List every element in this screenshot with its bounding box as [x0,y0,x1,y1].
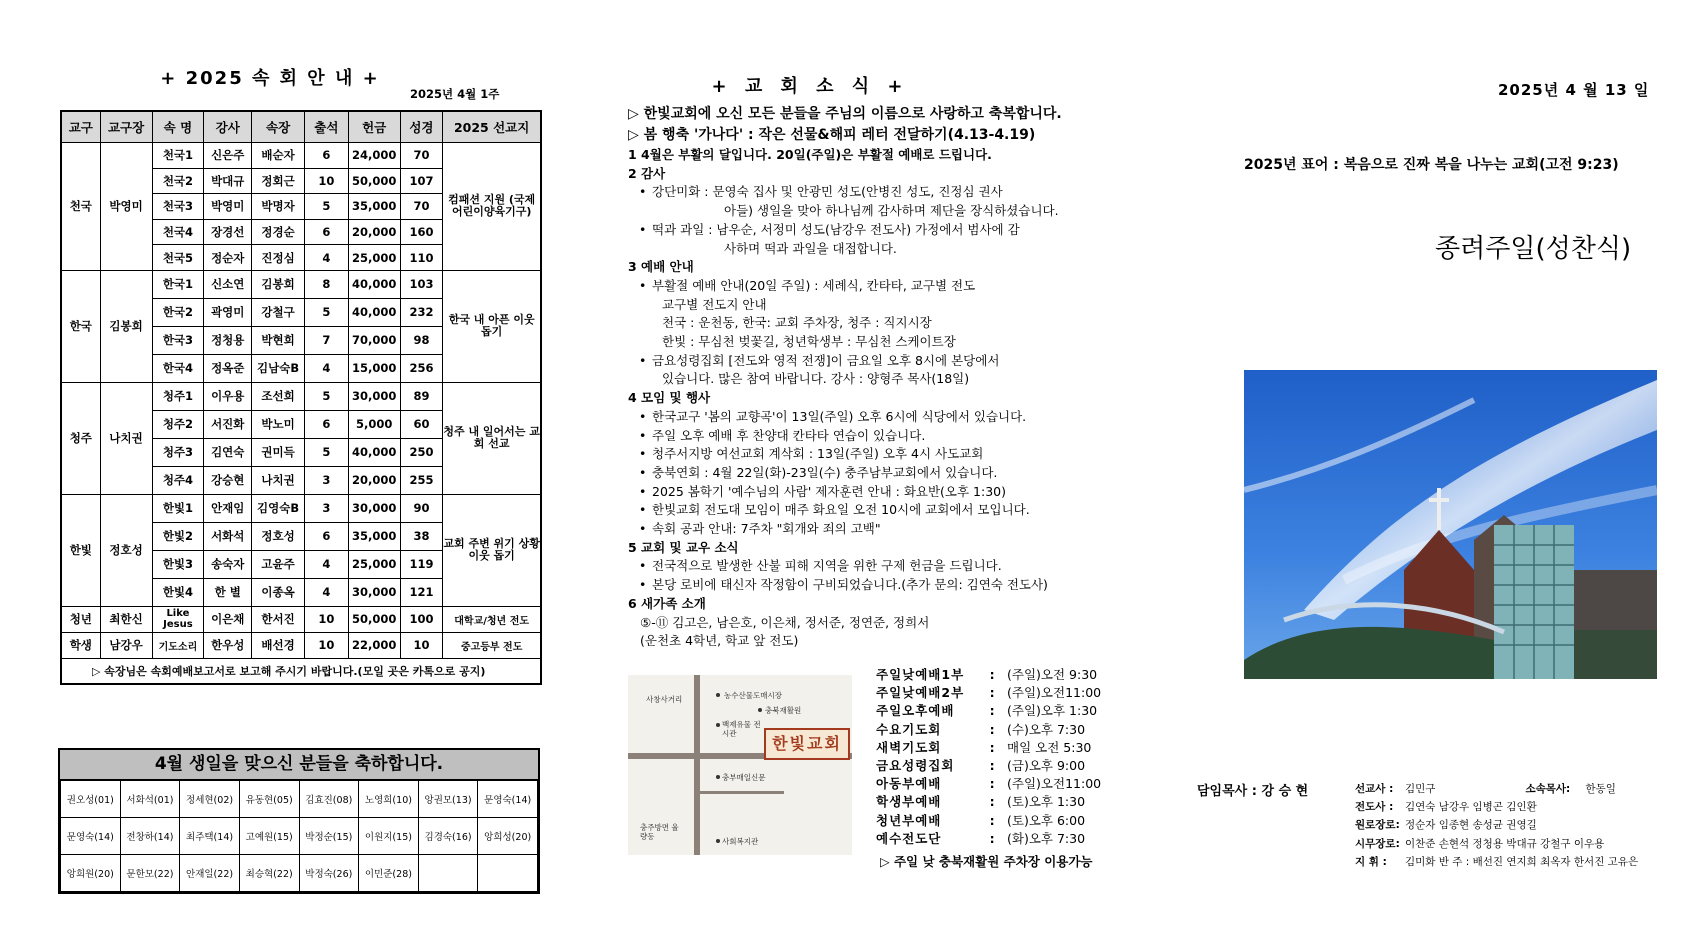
cell-name: 한빛2 [152,522,204,550]
schedule-name: 아동부예배 [876,776,942,792]
offering-cell: 50,000 [348,606,400,632]
cell-name: 천국5 [152,245,204,271]
teacher-cell: 이우용 [204,382,252,410]
meeting-week: 2025년 4월 1주 [410,87,500,101]
schedule-name: 새벽기도회 [876,739,942,755]
birthday-cell: 이원지(15) [359,818,419,855]
teacher-cell: 신소연 [204,270,252,298]
bible-cell: 250 [400,438,443,466]
schedule-colon: : [989,830,995,846]
bible-cell: 110 [400,245,443,271]
bible-cell: 119 [400,550,443,578]
news-friday-cont: 있습니다. 많은 참여 바랍니다. 강사 : 양형주 목사(18일) [662,371,970,387]
mission-cell: 컴패션 지원 (국제어린이양육기구) [443,143,541,271]
offering-cell: 30,000 [348,494,400,522]
district-cell: 청주 [61,382,100,494]
district-leader-cell: 김봉희 [100,270,152,382]
teacher-cell: 한우성 [204,632,252,658]
cell-leader-cell: 고윤주 [252,550,305,578]
cell-leader-cell: 나치권 [252,466,305,494]
cell-name: 한국4 [152,354,204,382]
schedule-time: (주일)오전11:00 [1007,776,1102,792]
map-label-market: 농수산물도매시장 [724,691,782,700]
news-member-item: • 전국적으로 발생한 산불 피해 지역을 위한 구제 헌금을 드립니다. [628,557,1128,576]
news-event-item: • 충북연회 : 4월 22일(화)-23일(수) 충주남부교회에서 있습니다. [628,464,1128,483]
map-label-newspaper: 충부매일신문 [722,773,766,782]
teacher-cell: 정순자 [204,245,252,271]
teacher-cell: 신은주 [204,143,252,169]
note-row [61,658,541,684]
teacher-cell: 곽영미 [204,298,252,326]
header-cell-name: 속 명 [152,111,204,143]
teacher-cell: 강승현 [204,466,252,494]
schedule-row [876,830,1136,848]
birthday-cell: 앙희원(20) [61,855,121,892]
table-row [61,143,541,169]
news-newcomers: ⑤-⑪ 김고은, 남은호, 이은채, 정서준, 정연준, 정희서 [640,614,930,630]
staff-role: 원로장로: [1355,819,1400,832]
offering-cell: 40,000 [348,298,400,326]
birthday-cell: 앙권모(13) [418,781,478,818]
cell-leader-cell: 이종옥 [252,578,305,606]
attendance-cell: 4 [305,354,349,382]
leader-cell: 남강우 [100,632,152,658]
staff-role: 소속목사: [1525,783,1571,795]
schedule-row [876,775,1136,793]
bible-cell: 100 [400,606,443,632]
staff-role: 선교사 : [1355,783,1394,795]
news-thanks-altar-cont: 아들) 생일을 맞아 하나님께 감사하며 제단을 장식하셨습니다. [724,203,1059,219]
news-event-item: • 2025 봄학기 '예수님의 사람' 제자훈련 안내 : 화요반(오후 1:30) [628,483,1128,502]
cell-leader-cell: 진정심 [252,245,305,271]
cell-name: 한빛3 [152,550,204,578]
cell-leader-cell: 김영숙B [252,494,305,522]
mission-cell: 한국 내 아픈 이웃 돕기 [443,270,541,382]
mission-cell: 대학교/청년 전도 [443,606,541,632]
birthday-grid [60,780,538,892]
birthday-cell: 유동현(05) [239,781,299,818]
bible-cell: 256 [400,354,443,382]
church-news [628,104,1128,651]
birthday-cell: 김효진(08) [299,781,359,818]
offering-cell: 5,000 [348,410,400,438]
staff-names: 한동일 [1585,783,1616,795]
staff-role: 지 휘 : [1355,855,1387,868]
header-district: 교구 [61,111,100,143]
birthday-cell: 앙희성(20) [478,818,538,855]
teacher-cell: 이은채 [204,606,252,632]
schedule-row [876,739,1136,757]
table-row [61,270,541,298]
map-dot [716,839,720,843]
birthday-cell: 전창하(14) [120,818,180,855]
mission-cell: 교회 주변 위기 상황 이웃 돕기 [443,494,541,606]
bulletin-date: 2025년 4 월 13 일 [1498,81,1650,99]
offering-cell: 24,000 [348,143,400,169]
schedule-colon: : [989,703,995,719]
map-road-vertical [694,675,700,855]
name-cell: 기도소리 [152,632,204,658]
attendance-cell: 5 [305,438,349,466]
teacher-cell: 정청용 [204,326,252,354]
staff-names: 김미화 반 주 : 배선진 연지희 최옥자 한서진 고유은 [1405,855,1639,868]
cell-name: 청주2 [152,410,204,438]
cell-name: 천국4 [152,219,204,245]
news-section-6: 6 새가족 소개 [628,595,706,611]
news-event-item: • 청주서지방 여선교회 계삭회 : 13일(주일) 오후 4시 사도교회 [628,445,1128,464]
schedule-name: 주일낮예배1부 [876,667,965,682]
teacher-cell: 한 별 [204,578,252,606]
staff-row [1355,835,1675,853]
leader-note: ▷ 속장님은 속회예배보고서로 보고해 주시기 바랍니다.(모일 곳은 카톡으로 공지) [61,658,541,684]
schedule-name: 금요성령집회 [876,757,955,773]
worship-schedule [876,666,1136,848]
birthday-title: 4월 생일을 맞으신 분들을 축하합니다. [60,750,538,780]
cell-name: 한국3 [152,326,204,354]
bible-cell: 160 [400,219,443,245]
cell-leader-cell: 정회근 [252,168,305,194]
teacher-cell: 정옥준 [204,354,252,382]
map-dot [716,775,720,779]
news-section-5: 5 교회 및 교우 소식 [628,539,739,555]
attendance-cell: 3 [305,494,349,522]
birthday-row [61,855,538,892]
news-event-item: • 한빛교회 전도대 모임이 매주 화요일 오전 10시에 교회에서 모입니다. [628,501,1128,520]
news-section-4: 4 모임 및 행사 [628,390,711,406]
schedule-time: (주일)오후 1:30 [1007,703,1098,719]
teacher-cell: 안재임 [204,494,252,522]
schedule-row [876,812,1136,830]
schedule-time: (토)오후 6:00 [1007,812,1086,828]
staff-row [1355,780,1675,798]
offering-cell: 20,000 [348,466,400,494]
cell-name: 청주4 [152,466,204,494]
birthday-row [61,818,538,855]
offering-cell: 20,000 [348,219,400,245]
map-church-sign: 한빛교회 [764,728,850,760]
cell-leader-cell: 한서진 [252,606,305,632]
schedule-colon: : [989,757,995,773]
birthday-cell: 최주택(14) [180,818,240,855]
offering-cell: 70,000 [348,326,400,354]
attendance-cell: 6 [305,410,349,438]
staff-names: 정순자 임종현 송성균 권영길 [1405,819,1537,832]
offering-cell: 15,000 [348,354,400,382]
cell-name: 청주1 [152,382,204,410]
offering-cell: 25,000 [348,550,400,578]
schedule-colon: : [989,721,995,737]
teacher-cell: 송숙자 [204,550,252,578]
map-dot [716,693,720,697]
staff-names: 이찬준 손현석 정청용 박대규 강철구 이우용 [1405,837,1605,850]
attendance-cell: 6 [305,522,349,550]
header-cell-leader: 속장 [252,111,305,143]
bible-cell: 255 [400,466,443,494]
schedule-row [876,684,1136,702]
schedule-time: (수)오후 7:30 [1007,721,1086,737]
cell-name: 천국2 [152,168,204,194]
bible-cell: 121 [400,578,443,606]
birthday-cell: 문한모(22) [120,855,180,892]
bible-cell: 70 [400,194,443,220]
church-photo-image [1244,370,1657,679]
cell-leader-cell: 박노미 [252,410,305,438]
map-label-rehab: 충북재활원 [765,706,802,715]
news-events-list [628,408,1128,539]
district-cell: 한국 [61,270,100,382]
name-cell: Like Jesus [152,606,204,632]
cell-leader-cell: 권미득 [252,438,305,466]
news-headline-1: ▷ 한빛교회에 오신 모든 분들을 주님의 이름으로 사랑하고 축복합니다. [628,106,1062,122]
table-row [61,382,541,410]
schedule-name: 주일낮예배2부 [876,685,965,701]
year-motto: 2025년 표어 : 복음으로 진짜 복을 나누는 교회(고전 9:23) [1244,157,1619,173]
birthday-cell: 이민준(28) [359,855,419,892]
birthday-cell [478,855,538,892]
news-event-item: • 속회 공과 안내: 7주차 "회개와 죄의 고백" [628,520,1128,539]
bible-cell: 70 [400,143,443,169]
cell-leader-cell: 정호성 [252,522,305,550]
bible-cell: 103 [400,270,443,298]
header-district-leader: 교구장 [100,111,152,143]
staff-list [1355,780,1675,871]
cell-name: 천국1 [152,143,204,169]
staff-row [1355,798,1675,816]
schedule-colon: : [989,685,995,701]
mission-cell: 중고등부 전도 [443,632,541,658]
leader-cell: 최한신 [100,606,152,632]
teacher-cell: 박대규 [204,168,252,194]
offering-cell: 25,000 [348,245,400,271]
attendance-cell: 10 [305,632,349,658]
news-title: + 교 회 소 식 + [711,76,909,97]
district-cell: 학생 [61,632,100,658]
birthday-cell: 문영숙(14) [478,781,538,818]
teacher-cell: 장경선 [204,219,252,245]
attendance-cell: 10 [305,168,349,194]
offering-cell: 35,000 [348,522,400,550]
birthday-cell: 서화석(01) [120,781,180,818]
attendance-cell: 4 [305,245,349,271]
schedule-name: 예수전도단 [876,830,942,846]
birthday-cell: 박정순(15) [299,818,359,855]
bible-cell: 98 [400,326,443,354]
district-cell: 천국 [61,143,100,271]
cell-leader-cell: 김남숙B [252,354,305,382]
birthday-cell: 문영숙(14) [61,818,121,855]
news-section-1: 1 4월은 부활의 달입니다. 20일(주일)은 부활절 예배로 드립니다. [628,147,992,162]
church-map [628,675,852,855]
news-thanks-food-cont: 사하며 떡과 과일을 대접합니다. [724,240,897,256]
district-cell: 한빛 [61,494,100,606]
table-row [61,494,541,522]
map-label-welfare: 사회복지관 [722,837,759,846]
cell-name: 한빛1 [152,494,204,522]
table-row [61,606,541,632]
map-dot [758,708,762,712]
schedule-row [876,757,1136,775]
header-mission: 2025 선교지 [443,111,541,143]
district-leader-cell: 나치권 [100,382,152,494]
schedule-name: 수요기도회 [876,721,942,737]
schedule-time: (주일)오전 9:30 [1007,667,1098,682]
news-easter-cont-2: 천국 : 운천동, 한국: 교회 주차장, 청주 : 직지시장 [662,315,932,331]
teacher-cell: 서화석 [204,522,252,550]
map-label-museum: 백제유물 전시관 [722,720,761,738]
attendance-cell: 8 [305,270,349,298]
church-photo [1244,370,1657,679]
bible-cell: 38 [400,522,443,550]
birthday-cell: 박정숙(26) [299,855,359,892]
staff-names: 김민구 [1405,783,1436,795]
attendance-cell: 10 [305,606,349,632]
offering-cell: 22,000 [348,632,400,658]
offering-cell: 30,000 [348,578,400,606]
birthday-cell: 고예원(15) [239,818,299,855]
teacher-cell: 박영미 [204,194,252,220]
news-easter-cont-1: 교구별 전도지 안내 [662,296,767,312]
schedule-colon: : [989,739,995,755]
attendance-cell: 5 [305,382,349,410]
news-thanks-food: • 떡과 과일 : 남우순, 서정미 성도(남강우 전도사) 가정에서 범사에 감 [628,221,1128,240]
schedule-time: (화)오후 7:30 [1007,830,1086,846]
cell-leader-cell: 강철구 [252,298,305,326]
header-teacher: 강사 [204,111,252,143]
schedule-time: 매일 오전 5:30 [1007,739,1092,755]
meeting-table [60,110,542,685]
news-members-list [628,557,1128,594]
district-cell: 청년 [61,606,100,632]
schedule-row [876,666,1136,684]
senior-pastor: 담임목사 : 강 승 현 [1197,784,1309,799]
cell-leader-cell: 박명자 [252,194,305,220]
schedule-row [876,793,1136,811]
news-headline-2: ▷ 봄 행축 '가나다' : 작은 선물&해피 레터 전달하기(4.13-4.19) [628,127,1036,143]
news-event-item: • 한국교구 '봄의 교향곡'이 13일(주일) 오후 6시에 식당에서 있습니다. [628,408,1128,427]
staff-role: 전도사 : [1355,801,1394,814]
map-road-side [700,791,784,794]
staff-row [1355,816,1675,834]
cell-leader-cell: 김봉희 [252,270,305,298]
staff-row [1355,853,1675,871]
map-dot [716,723,720,727]
attendance-cell: 6 [305,219,349,245]
cell-name: 한국2 [152,298,204,326]
offering-cell: 50,000 [348,168,400,194]
bible-cell: 232 [400,298,443,326]
birthday-cell: 정세현(02) [180,781,240,818]
birthday-row [61,781,538,818]
staff-names: 김연숙 남강우 임병곤 김인환 [1405,801,1537,814]
birthday-cell: 안재일(22) [180,855,240,892]
offering-cell: 40,000 [348,270,400,298]
attendance-cell: 4 [305,550,349,578]
cell-name: 한국1 [152,270,204,298]
offering-cell: 40,000 [348,438,400,466]
teacher-cell: 김연숙 [204,438,252,466]
news-easter-cont-3: 한빛 : 무심천 벚꽃길, 청년학생부 : 무심천 스케이트장 [662,334,956,350]
table-header-row [61,111,541,143]
offering-cell: 30,000 [348,382,400,410]
news-event-item: • 주일 오후 예배 후 찬양대 칸타타 연습이 있습니다. [628,427,1128,446]
header-offering: 헌금 [348,111,400,143]
schedule-row [876,702,1136,720]
birthday-cell: 노영희(10) [359,781,419,818]
birthday-cell: 김경숙(16) [418,818,478,855]
schedule-colon: : [989,776,995,792]
attendance-cell: 3 [305,466,349,494]
cell-leader-cell: 조선희 [252,382,305,410]
map-label-sachang: 사창사거리 [646,695,683,704]
district-leader-cell: 박영미 [100,143,152,271]
bible-cell: 107 [400,168,443,194]
bible-cell: 10 [400,632,443,658]
schedule-colon: : [989,812,995,828]
birthday-cell: 최승혁(22) [239,855,299,892]
cell-name: 한빛4 [152,578,204,606]
cell-leader-cell: 정경순 [252,219,305,245]
offering-cell: 35,000 [348,194,400,220]
schedule-name: 주일오후예배 [876,703,955,719]
schedule-row [876,721,1136,739]
bible-cell: 60 [400,410,443,438]
bible-cell: 90 [400,494,443,522]
table-row [61,632,541,658]
news-section-2: 2 감사 [628,165,666,181]
meeting-title: + 2025 속 회 안 내 + [160,68,380,89]
header-bible: 성경 [400,111,443,143]
schedule-time: (토)오후 1:30 [1007,794,1086,810]
schedule-name: 청년부예배 [876,812,942,828]
header-attendance: 출석 [305,111,349,143]
cell-leader-cell: 박현희 [252,326,305,354]
cell-leader-cell: 배선경 [252,632,305,658]
teacher-cell: 서진화 [204,410,252,438]
schedule-time: (주일)오전11:00 [1007,685,1102,701]
birthday-box [58,748,540,894]
news-thanks-altar: • 강단미화 : 문영숙 집사 및 안광민 성도(안병진 성도, 진정심 권사 [628,183,1128,202]
schedule-colon: : [989,794,995,810]
attendance-cell: 7 [305,326,349,354]
news-newcomers-note: (운천초 4학년, 학교 앞 전도) [640,633,799,649]
staff-role: 시무장로: [1355,837,1400,850]
schedule-colon: : [989,667,995,682]
cell-name: 천국3 [152,194,204,220]
cell-name: 청주3 [152,438,204,466]
attendance-cell: 4 [305,578,349,606]
sunday-name: 종려주일(성찬식) [1435,234,1632,264]
news-easter: • 부활절 예배 안내(20일 주일) : 세례식, 칸타타, 교구별 전도 [628,277,1128,296]
attendance-cell: 5 [305,194,349,220]
district-leader-cell: 정호성 [100,494,152,606]
birthday-cell: 권오성(01) [61,781,121,818]
attendance-cell: 6 [305,143,349,169]
parking-note: ▷ 주일 낮 충북재활원 주차장 이용가능 [880,854,1093,869]
schedule-time: (금)오후 9:00 [1007,757,1086,773]
bible-cell: 89 [400,382,443,410]
birthday-cell [418,855,478,892]
news-section-3: 3 예배 안내 [628,259,694,275]
news-member-item: • 본당 로비에 태신자 작정함이 구비되었습니다.(추가 문의: 김연숙 전도사) [628,576,1128,595]
map-label-chungju: 충주방면 율량동 [640,823,679,841]
mission-cell: 청주 내 일어서는 교회 선교 [443,382,541,494]
cell-leader-cell: 배순자 [252,143,305,169]
schedule-name: 학생부예배 [876,794,942,810]
news-friday: • 금요성령집회 [전도와 영적 전쟁]이 금요일 오후 8시에 본당에서 [628,352,1128,371]
attendance-cell: 5 [305,298,349,326]
